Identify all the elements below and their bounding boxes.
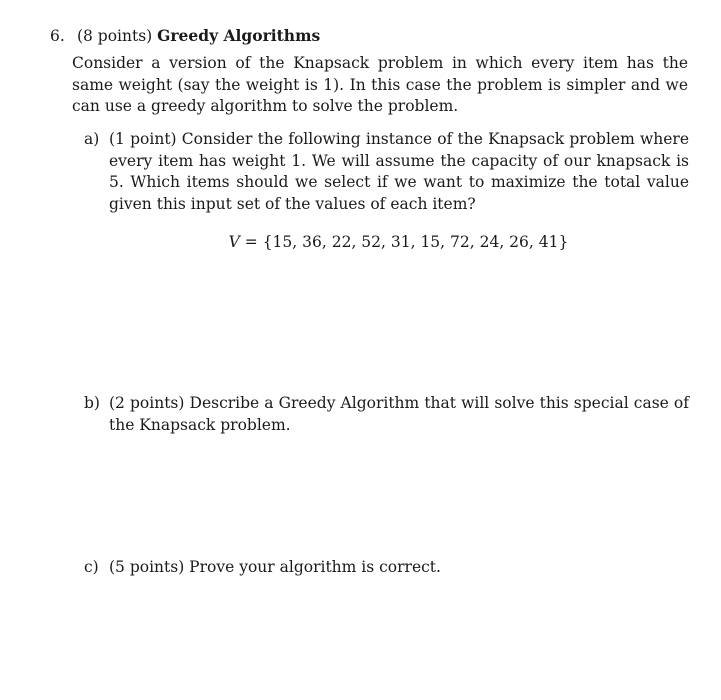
formula-values: = {15, 36, 22, 52, 31, 15, 72, 24, 26, 41} <box>239 233 569 251</box>
question-heading <box>50 25 320 47</box>
part-c <box>84 557 689 579</box>
question-intro: Consider a version of the Knapsack problem in which every item has the same weight (say the weight is 1). In this case the problem is simpler and we can use a greedy algorithm to solve the problem. <box>72 54 688 115</box>
part-b <box>84 393 689 436</box>
formula-variable: V <box>228 233 240 251</box>
part-a-text: (1 point) Consider the following instance of the Knapsack problem where every item has weight 1. We will assume the capacity of our knapsack is 5. Which items should we select if we want to maximize the total value given this input set of the values of each item? <box>109 130 689 213</box>
part-c-text: (5 points) Prove your algorithm is correct. <box>109 558 441 576</box>
question-number: 6. <box>50 27 65 45</box>
part-a-label: a) <box>84 130 100 148</box>
part-a <box>84 129 689 215</box>
value-set-formula <box>0 232 721 253</box>
part-b-label: b) <box>84 394 100 412</box>
question-title: Greedy Algorithms <box>157 26 321 45</box>
question-points: (8 points) <box>76 27 153 45</box>
part-b-text: (2 points) Describe a Greedy Algorithm that will solve this special case of the Knapsack problem. <box>109 394 689 434</box>
part-c-label: c) <box>84 558 99 576</box>
